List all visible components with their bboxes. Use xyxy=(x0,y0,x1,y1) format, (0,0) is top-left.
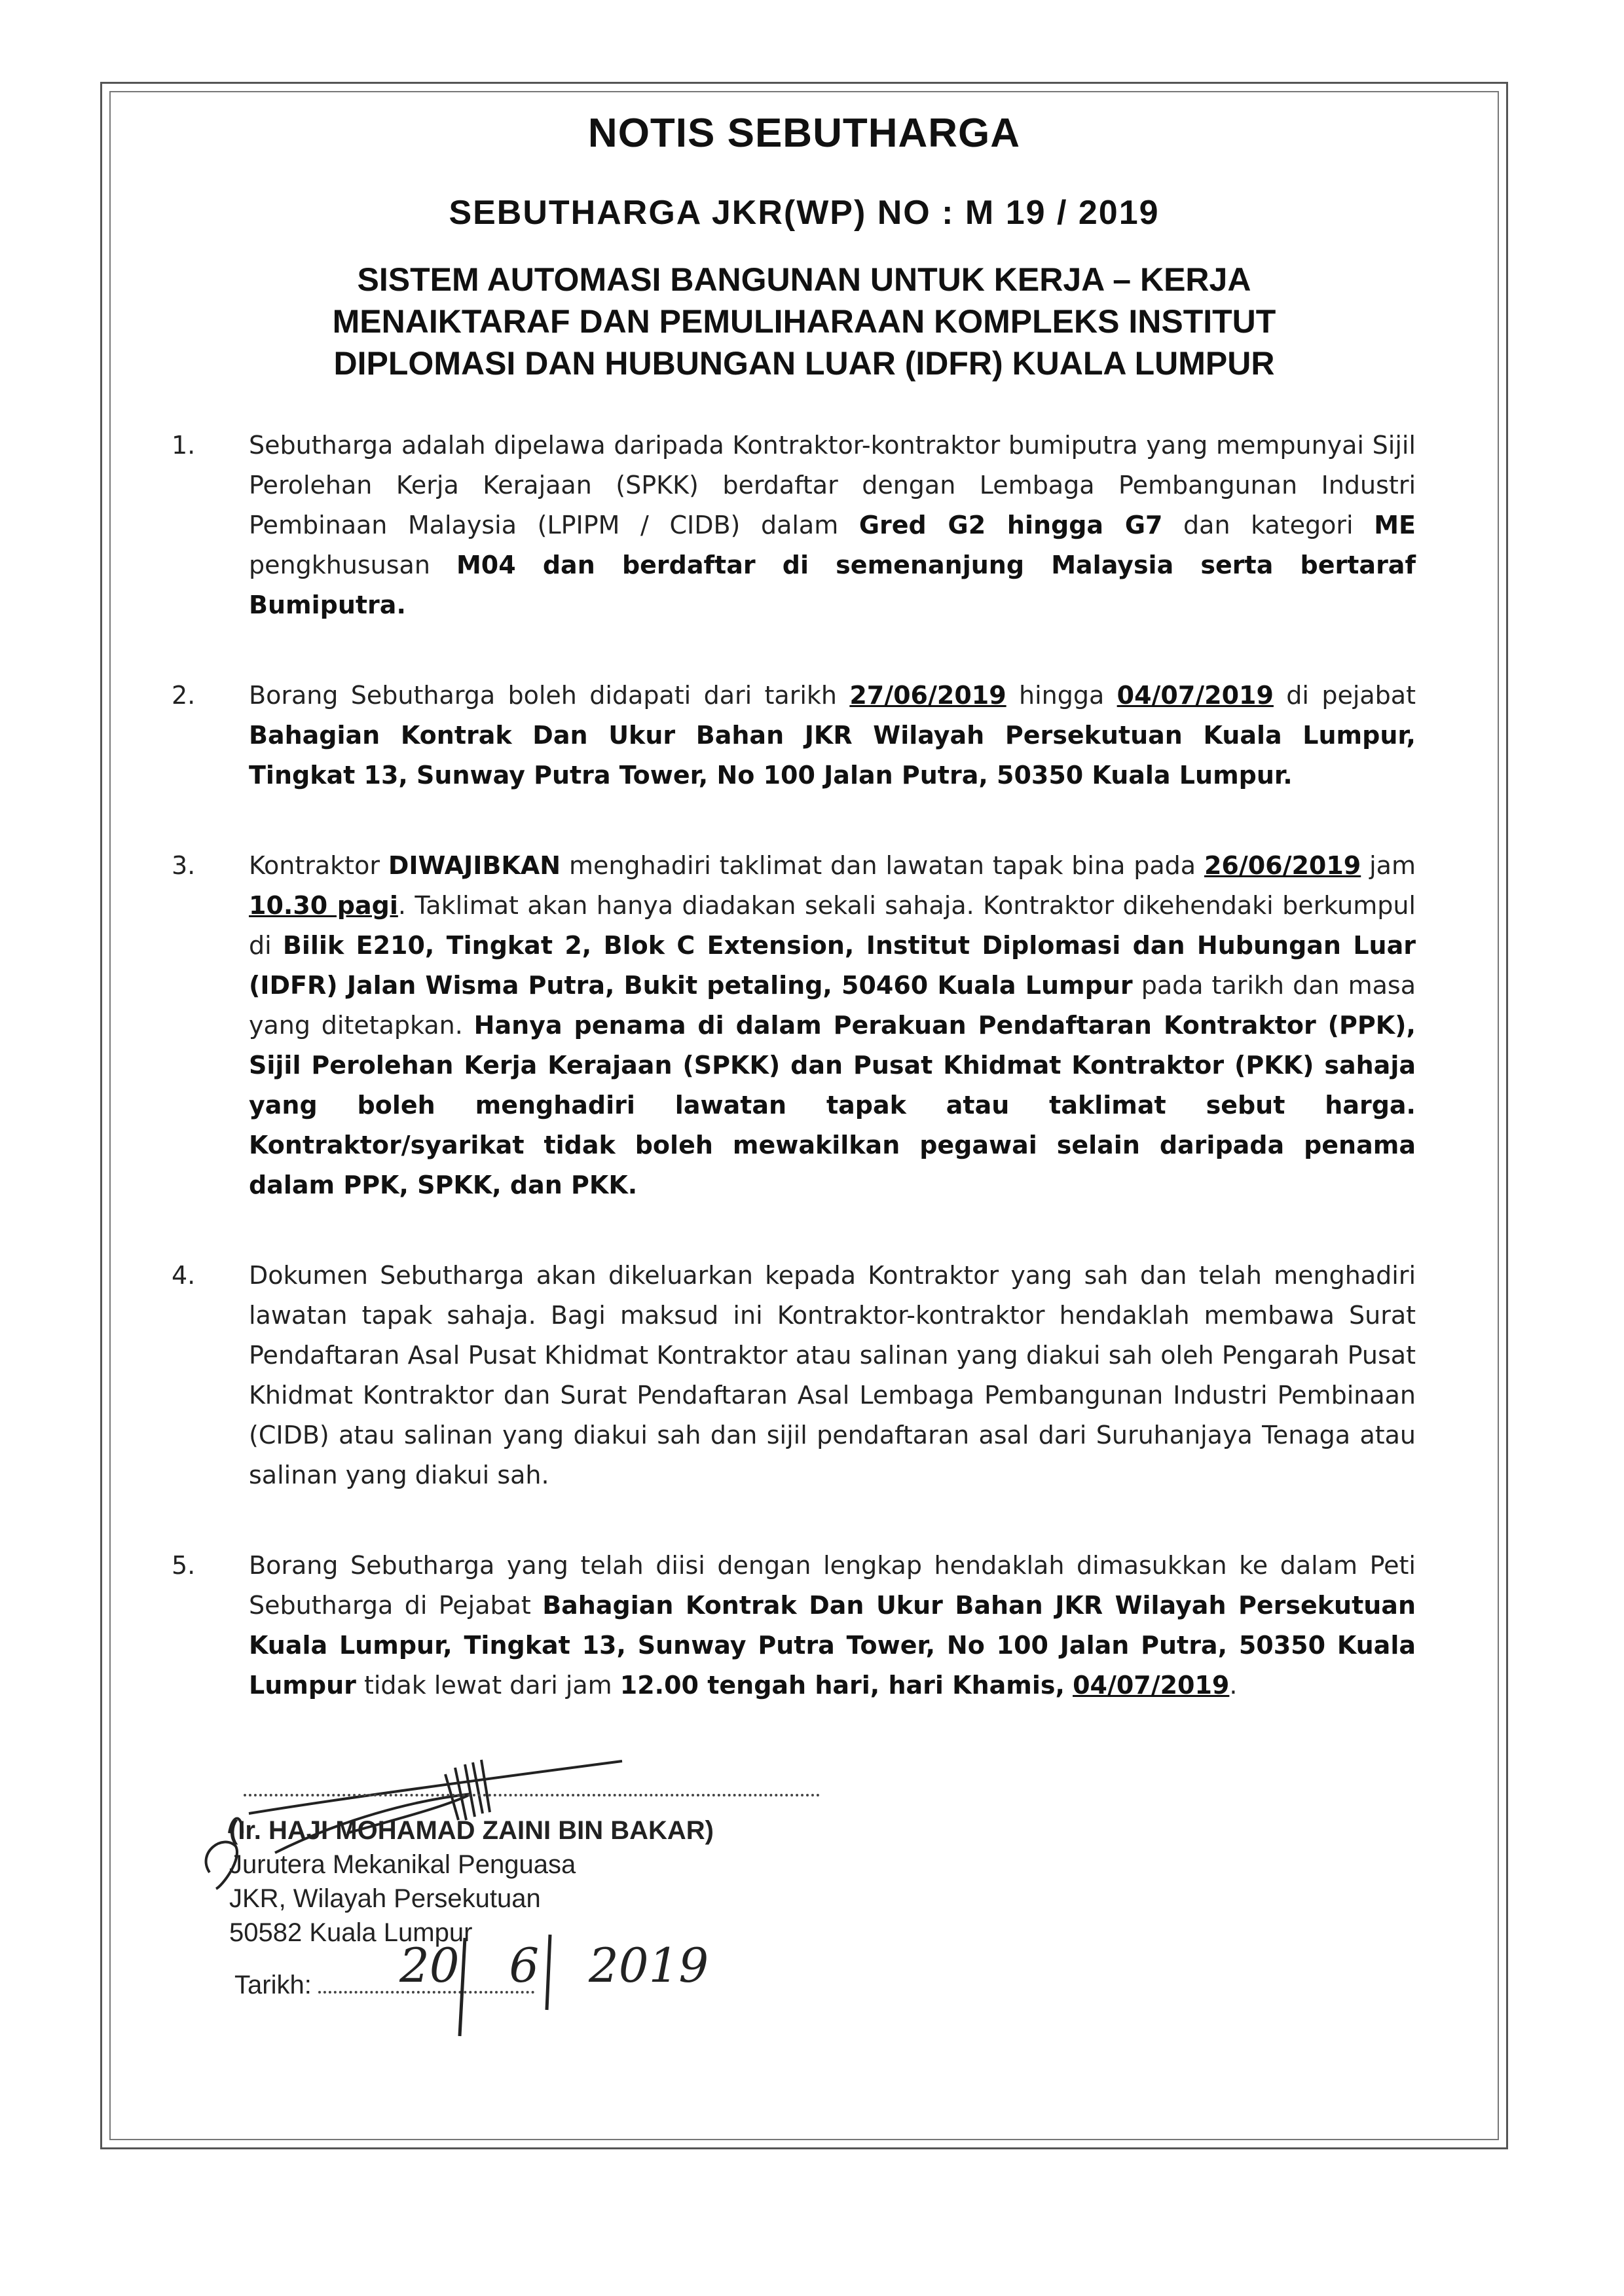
paragraph-number: 3. xyxy=(172,851,196,880)
text-span: pengkhususan xyxy=(249,551,456,579)
paragraph-3 xyxy=(172,846,1416,1205)
signatory-name: (Ir. HAJI MOHAMAD ZAINI BIN BAKAR) xyxy=(229,1816,714,1845)
date-label: Tarikh: xyxy=(234,1971,312,1999)
notice-title: NOTIS SEBUTHARGA xyxy=(587,111,1021,156)
bold-span: DIWAJIBKAN xyxy=(388,851,561,880)
text-span: Sebutharga adalah dipelawa daripada Kontraktor-kontraktor bumiputra yang mempunyai Sijil Perolehan Kerja Kerajaan (SPKK) berdaftar dengan Lembaga Pembangunan Industri Pembinaan Malaysia (LPIPM / CIDB) dalam xyxy=(249,431,1416,539)
signatory-office: JKR, Wilayah Persekutuan xyxy=(229,1884,541,1913)
date-month: 6 xyxy=(509,1938,540,1993)
signatory-address: 50582 Kuala Lumpur xyxy=(229,1918,473,1947)
paragraph-number: 1. xyxy=(172,431,196,460)
underlined-date: 04/07/2019 xyxy=(1116,681,1274,710)
signature-line xyxy=(244,1794,820,1796)
text-span: menghadiri taklimat dan lawatan tapak bina pada xyxy=(561,851,1204,880)
signatory-position: Jurutera Mekanikal Penguasa xyxy=(229,1850,576,1879)
paragraph-4 xyxy=(172,1256,1416,1495)
notice-reference: SEBUTHARGA JKR(WP) NO : M 19 / 2019 xyxy=(449,194,1160,232)
bold-span: Gred G2 hingga G7 xyxy=(858,511,1163,539)
text-span xyxy=(1065,1671,1073,1700)
underlined-date: 27/06/2019 xyxy=(849,681,1006,710)
date-separator-strokes xyxy=(452,1931,583,2043)
bold-span: Bahagian Kontrak Dan Ukur Bahan JKR Wilayah Persekutuan Kuala Lumpur, Tingkat 13, Sunway Putra Tower, No 100 Jalan Putra, 50350 Kuala Lumpur xyxy=(249,1591,1416,1700)
underlined-date: 26/06/2019 xyxy=(1204,851,1361,880)
paragraph-1 xyxy=(172,426,1416,625)
subject-line-3: DIPLOMASI DAN HUBUNGAN LUAR (IDFR) KUALA LUMPUR xyxy=(333,345,1275,382)
underlined-date: 04/07/2019 xyxy=(1073,1671,1230,1700)
text-span: jam xyxy=(1361,851,1416,880)
notice-body xyxy=(172,426,1416,1756)
text-span: Borang Sebutharga boleh didapati dari tarikh xyxy=(249,681,850,710)
bold-span: Bilik E210, Tingkat 2, Blok C Extension, Institut Diplomasi dan Hubungan Luar (IDFR) Jalan Wisma Putra, Bukit petaling, 50460 Kuala Lumpur xyxy=(249,931,1416,1000)
paragraph-text xyxy=(249,676,1416,795)
bold-span: Hanya penama di dalam Perakuan Pendaftaran Kontraktor (PPK), Sijil Perolehan Kerja Kerajaan (SPKK) dan Pusat Khidmat Kontraktor (PKK) sahaja yang boleh menghadiri lawatan tapak atau taklimat sebut harga. Kontraktor/syarikat tidak boleh mewakilkan pegawai selain daripada penama dalam PPK, SPKK, dan PKK. xyxy=(249,1011,1416,1199)
text-span: . xyxy=(1229,1671,1238,1700)
bold-span: ME xyxy=(1374,511,1416,539)
text-span: hingga xyxy=(1006,681,1117,710)
paragraph-text: Dokumen Sebutharga akan dikeluarkan kepada Kontraktor yang sah dan telah menghadiri lawatan tapak sahaja. Bagi maksud ini Kontraktor-kontraktor hendaklah membawa Surat Pendaftaran Asal Pusat Khidmat Kontraktor atau salinan yang diakui sah oleh Pengarah Pusat Khidmat Kontraktor dan Surat Pendaftaran Asal Lembaga Pembangunan Industri Pembinaan (CIDB) atau salinan yang diakui sah dan sijil pendaftaran asal dari Suruhanjaya Tenaga atau salinan yang diakui sah. xyxy=(249,1261,1416,1489)
text-span: Borang Sebutharga yang telah diisi dengan lengkap hendaklah dimasukkan ke dalam Peti Sebutharga di Pejabat xyxy=(249,1551,1416,1620)
text-span: pada tarikh dan masa yang ditetapkan. xyxy=(249,971,1416,1040)
text-span: tidak lewat dari jam xyxy=(356,1671,620,1700)
paragraph-text xyxy=(249,846,1416,1205)
text-span: . Taklimat akan hanya diadakan sekali sahaja. Kontraktor dikehendaki berkumpul di xyxy=(249,891,1416,960)
text-span: di pejabat xyxy=(1273,681,1416,710)
bold-span: Bahagian Kontrak Dan Ukur Bahan JKR Wilayah Persekutuan Kuala Lumpur, Tingkat 13, Sunway Putra Tower, No 100 Jalan Putra, 50350 Kuala Lumpur. xyxy=(249,721,1416,790)
date-year: 2019 xyxy=(589,1938,709,1993)
notice-subject xyxy=(109,259,1499,384)
paragraph-5 xyxy=(172,1546,1416,1705)
subject-line-1: SISTEM AUTOMASI BANGUNAN UNTUK KERJA – KERJA xyxy=(357,261,1251,298)
underlined-time: 10.30 pagi xyxy=(249,891,398,920)
paragraph-text xyxy=(249,1546,1416,1705)
subject-line-2: MENAIKTARAF DAN PEMULIHARAAN KOMPLEKS INSTITUT xyxy=(332,303,1276,340)
bold-span: M04 dan berdaftar di semenanjung Malaysia serta bertaraf Bumiputra. xyxy=(249,551,1416,619)
paragraph-number: 4. xyxy=(172,1261,196,1290)
signatory-block xyxy=(229,1813,714,1950)
paragraph-text xyxy=(249,426,1416,625)
text-span: Kontraktor xyxy=(249,851,388,880)
paragraph-2 xyxy=(172,676,1416,795)
text-span: dan kategori xyxy=(1162,511,1375,539)
paragraph-number: 2. xyxy=(172,681,196,710)
bold-span: 12.00 tengah hari, hari Khamis, xyxy=(619,1671,1065,1700)
paragraph-number: 5. xyxy=(172,1551,196,1580)
date-day: 20 xyxy=(399,1938,460,1993)
